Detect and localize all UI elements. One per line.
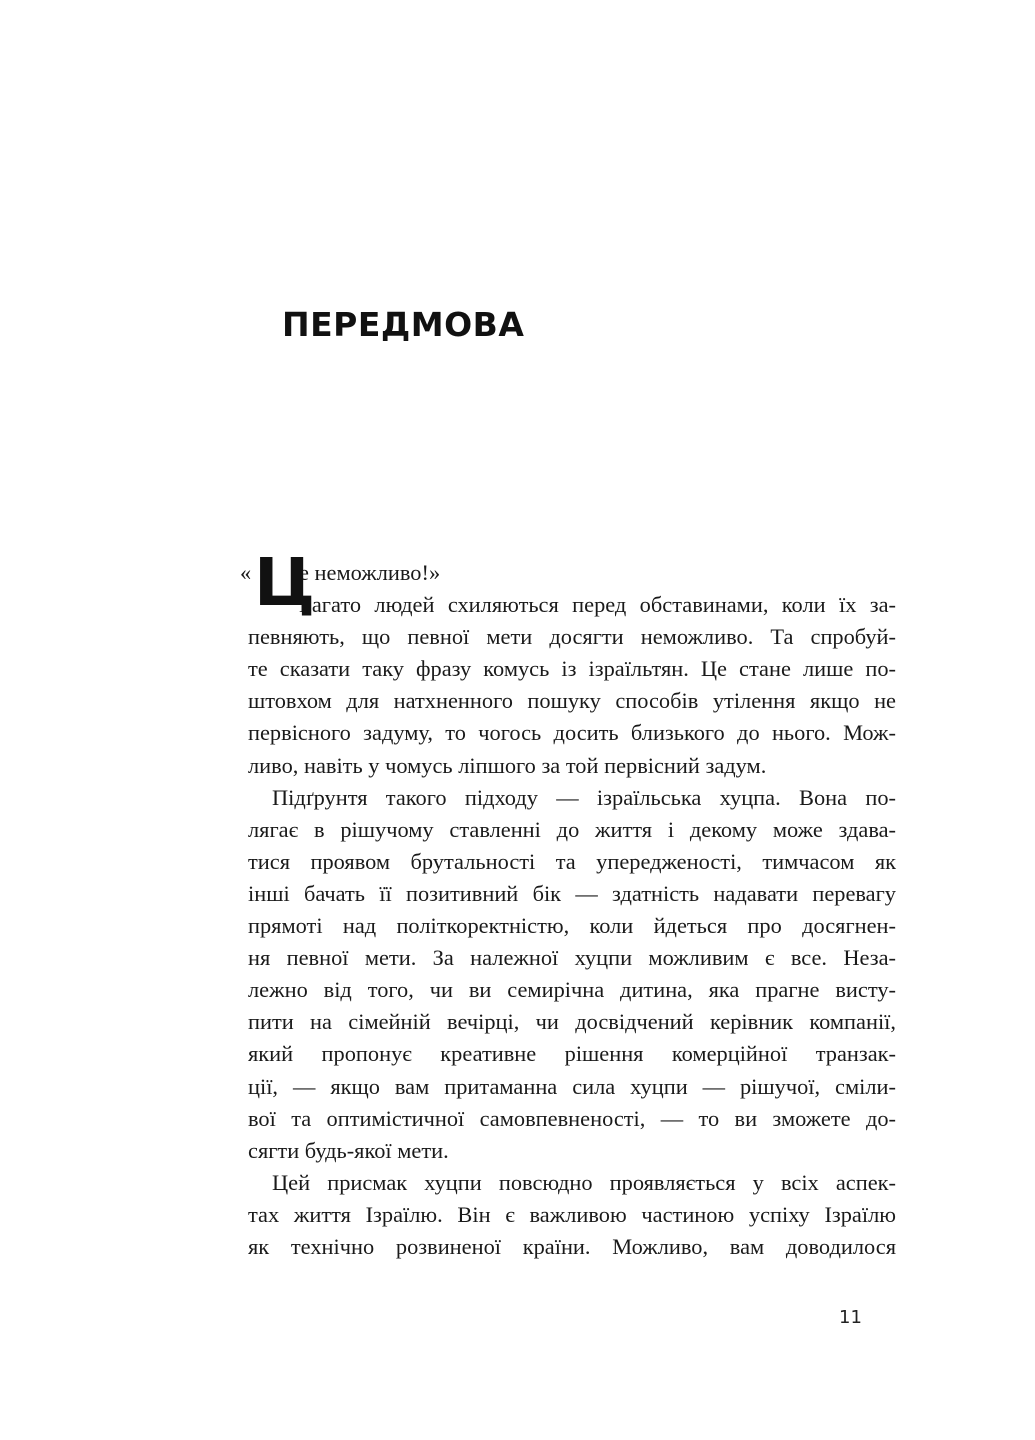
paragraph-4 <box>248 1167 896 1263</box>
text-line: певняють, що певної мети досягти неможливо. Та спробуй- <box>248 624 896 650</box>
text-line: Цей присмак хуцпи повсюдно проявляється у всіх аспек- <box>272 1169 896 1195</box>
text-line: інші бачать її позитивний бік — здатність надавати перевагу <box>248 880 896 906</box>
paragraph-3 <box>248 782 896 1167</box>
text-line: Багато людей схиляються перед обставинами, коли їх за- <box>299 592 896 618</box>
text-line: тися проявом брутальності та упередженості, тимчасом як <box>248 848 896 874</box>
text-line: тах життя Ізраїлю. Він є важливою частиною успіху Ізраїлю <box>248 1201 896 1227</box>
text-line: Підґрунтя такого підходу — ізраїльська хуцпа. Вона по- <box>272 784 896 810</box>
text-line: ня певної мети. За належної хуцпи можливим є все. Неза- <box>248 945 896 971</box>
text-line: сягти будь-якої мети. <box>248 1137 449 1163</box>
text-line: який пропонує креативне рішення комерційної транзак- <box>248 1041 896 1067</box>
page-number: 11 <box>839 1307 862 1328</box>
text-line: ції, — якщо вам притаманна сила хуцпи — рішучої, сміли- <box>248 1073 896 1099</box>
text-line: лягає в рішучому ставленні до життя і декому може здава- <box>248 816 896 842</box>
text-line: вої та оптимістичної самовпевненості, — то ви зможете до- <box>248 1105 896 1131</box>
text-line: первісного задуму, то чогось досить близького до нього. Мож- <box>248 720 896 746</box>
text-line: штовхом для натхненного пошуку способів утілення якщо не <box>248 688 896 714</box>
chapter-title: ПЕРЕДМОВА <box>282 305 525 344</box>
text-line: е неможливо!» <box>299 560 441 585</box>
dropcap-letter: Ц <box>254 544 316 621</box>
text-line: пити на сімейній вечірці, чи досвідчений керівник компанії, <box>248 1009 896 1035</box>
text-line: ливо, навіть у чомусь ліпшого за той первісний задум. <box>248 752 767 778</box>
text-line: лежно від того, чи ви семирічна дитина, яка прагне висту- <box>248 977 896 1003</box>
open-quote: « <box>240 560 252 585</box>
text-line: як технічно розвиненої країни. Можливо, вам доводилося <box>248 1233 896 1259</box>
text-line: те сказати таку фразу комусь із ізраїльтян. Це стане лише по- <box>248 656 896 682</box>
body-text <box>240 544 896 1263</box>
text-line: прямоті над політкоректністю, коли йдеться про досягнен- <box>248 913 896 939</box>
paragraph-1 <box>248 557 896 621</box>
paragraph-2 <box>248 621 896 781</box>
